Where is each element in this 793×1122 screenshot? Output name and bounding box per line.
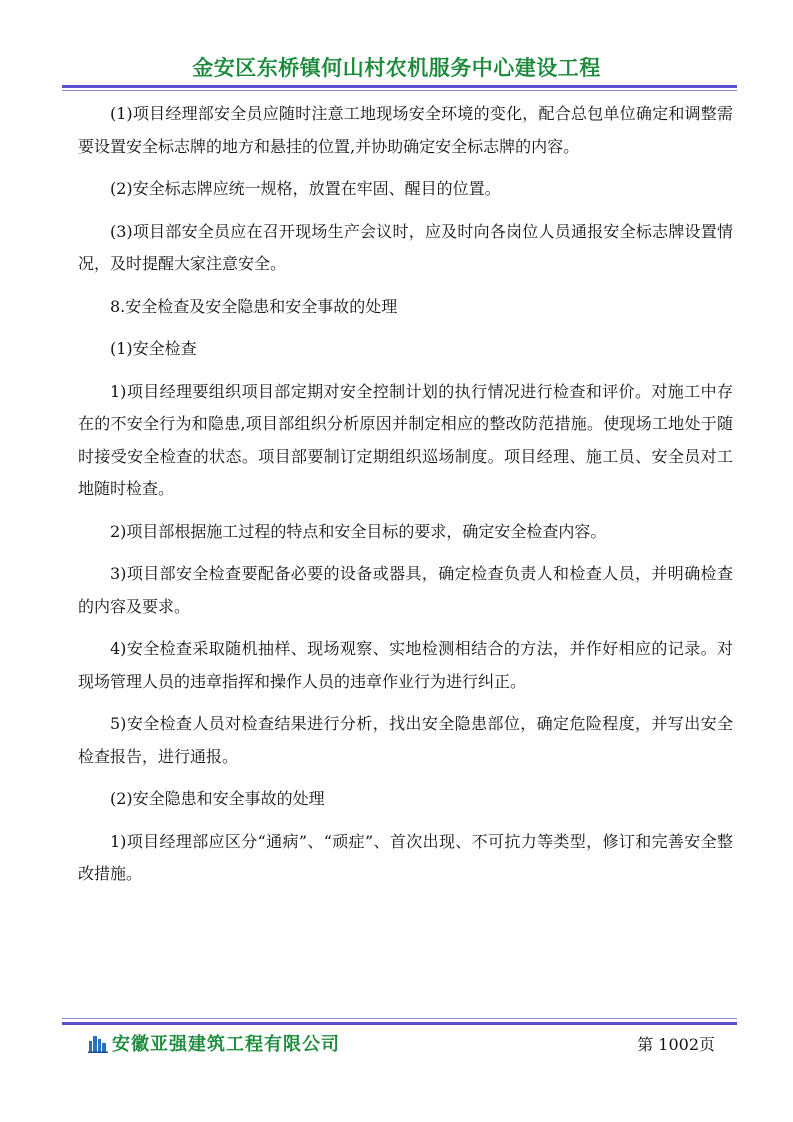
footer-company-name: 安徽亚强建筑工程有限公司 xyxy=(112,1034,340,1055)
document-body xyxy=(78,98,733,901)
paragraph-3: (3)项目部安全员应在召开现场生产会议时，应及时向各岗位人员通报安全标志牌设置情况，及时提醒大家注意安全。 xyxy=(78,221,733,273)
paragraph-2: (2)安全标志牌应统一规格，放置在牢固、醒目的位置。 xyxy=(110,179,501,198)
header-rule-thin xyxy=(62,90,737,91)
footer-rule-thin xyxy=(62,1018,737,1019)
footer-rule-thick xyxy=(62,1022,737,1025)
paragraph-6: 3)项目部安全检查要配备必要的设备或器具，确定检查负责人和检查人员，并明确检查的内容及要求。 xyxy=(78,564,733,616)
paragraph-9: 1)项目经理部应区分“通病”、“顽症”、首次出现、不可抗力等类型，修订和完善安全整改措施。 xyxy=(78,831,733,883)
building-logo-icon xyxy=(88,1033,108,1053)
page-number: 第 1002页 xyxy=(637,1035,715,1054)
header-rule-thick xyxy=(62,85,737,88)
page-header-title: 金安区东桥镇何山村农机服务中心建设工程 xyxy=(192,56,601,80)
paragraph-5: 2)项目部根据施工过程的特点和安全目标的要求，确定安全检查内容。 xyxy=(110,521,607,541)
paragraph-7: 4)安全检查采取随机抽样、现场观察、实地检测相结合的方法，并作好相应的记录。对现场管理人员的违章指挥和操作人员的违章作业行为进行纠正。 xyxy=(78,639,733,691)
section-heading-8: 8.安全检查及安全隐患和安全事故的处理 xyxy=(110,296,398,316)
paragraph-8: 5)安全检查人员对检查结果进行分析，找出安全隐患部位，确定危险程度，并写出安全检查报告，进行通报。 xyxy=(78,714,733,766)
subsection-heading-2: (2)安全隐患和安全事故的处理 xyxy=(110,789,325,808)
paragraph-1: (1)项目经理部安全员应随时注意工地现场安全环境的变化，配合总包单位确定和调整需要设置安全标志牌的地方和悬挂的位置,并协助确定安全标志牌的内容。 xyxy=(78,104,733,156)
paragraph-4: 1)项目经理要组织项目部定期对安全控制计划的执行情况进行检查和评价。对施工中存在的不安全行为和隐患,项目部组织分析原因并制定相应的整改防范措施。使现场工地处于随时接受安全检查的状态。项目部要制订定期组织巡场制度。项目经理、施工员、安全员对工地随时检查。 xyxy=(78,381,733,498)
subsection-heading-1: (1)安全检查 xyxy=(110,339,197,358)
